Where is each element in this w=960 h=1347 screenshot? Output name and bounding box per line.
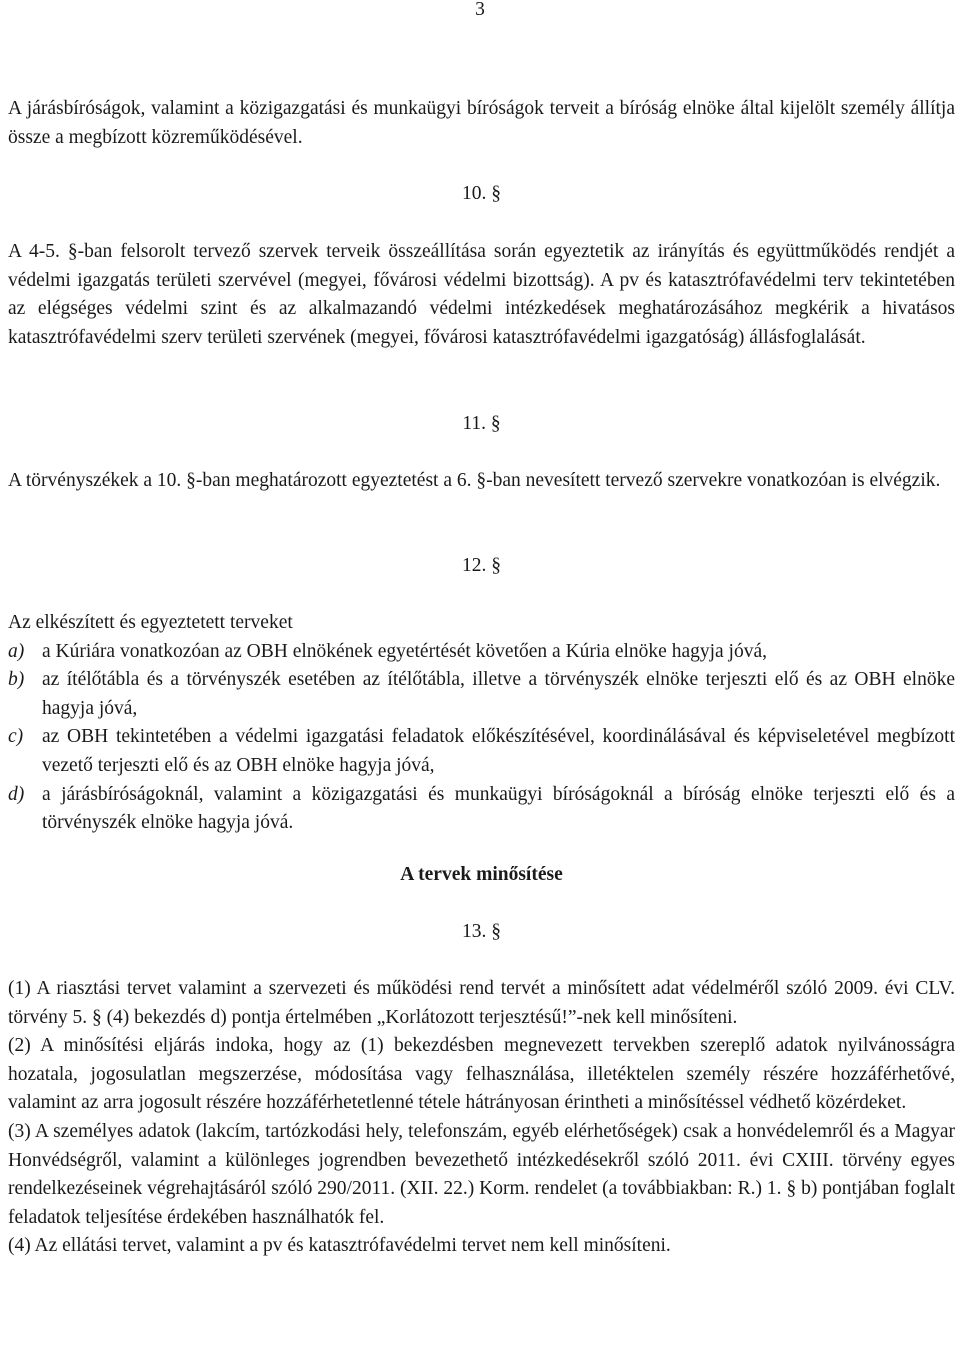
section-13-body [8,975,955,1261]
section-10-text: A 4-5. §-ban felsorolt tervező szervek terveik összeállítása során egyeztetik az irányítás és együttműködés rendjét a védelmi igazgatás területi szervével (megyei, fővárosi védelmi bizottság). A pv és katasztrófavédelmi terv tekintetében az elégséges védelmi szint és az alkalmazandó védelmi intézkedések meghatározásához megkérik a hivatásos katasztrófavédelmi szerv területi szervének (megyei, fővárosi katasztrófavédelmi igazgatóság) állásfoglalását. [8,241,955,348]
section-11-heading [8,410,955,439]
list-item [8,723,955,780]
section-title [8,861,955,890]
list-item [8,666,955,723]
section-13-paragraph: (1) A riasztási tervet valamint a szervezeti és működési rend tervét a minősített adat védelméről szóló 2009. évi CLV. törvény 5. § (4) bekezdés d) pontja értelmében „Korlátozott terjesztésű!”-nek kell minősíteni. [8,978,955,1028]
section-13-paragraph: (4) Az ellátási tervet, valamint a pv és katasztrófavédelmi tervet nem kell minősíteni. [8,1235,671,1257]
list-item-text: a Kúriára vonatkozóan az OBH elnökének egyetértését követően a Kúria elnöke hagyja jóvá, [42,640,767,662]
section-13-heading-text: 13. § [462,921,501,942]
section-13-paragraph: (2) A minősítési eljárás indoka, hogy az (1) bekezdésben megnevezett tervekben szereplő adatok nyilvánosságra hozatala, jogosulatlan megszerzése, módosítása vagy felhasználása, illetéktelen személy részére hozzáférhetővé, valamint az arra jogosult részére hozzáférhetetlenné tétele hátrányosan érintheti a minősítéssel védhető közérdeket. [8,1035,955,1114]
list-item-text: a járásbíróságoknál, valamint a közigazgatási és munkaügyi bíróságoknál a bíróság elnöke terjeszti elő és a törvényszék elnöke hagyja jóvá. [42,783,955,834]
list-item-text: az ítélőtábla és a törvényszék esetében az ítélőtábla, illetve a törvényszék elnöke terjeszti elő és az OBH elnöke hagyja jóvá, [42,669,955,719]
section-10-body [8,238,955,352]
list-item [8,781,955,838]
list-item-label: c) [8,726,24,748]
section-11-heading-text: 11. § [462,413,501,434]
section-12-heading-text: 12. § [462,555,501,576]
section-10-heading-text: 10. § [462,183,501,204]
list-item [8,638,955,667]
section-12-body [8,609,955,838]
page-number-text: 3 [475,0,485,20]
list-item-label: d) [8,783,25,805]
section-title-text: A tervek minősítése [400,864,563,885]
section-13-paragraph: (3) A személyes adatok (lakcím, tartózkodási hely, telefonszám, egyéb elérhetőségek) csak a honvédelemről és a Magyar Honvédségről, valamint a különleges jogrendben bevezethető intézkedésekről szóló 2011. évi CXIII. törvény egyes rendelkezéseinek végrehajtásáról szóló 290/2011. (XII. 22.) Korm. rendelet (a továbbiakban: R.) 1. § b) pontjában foglalt feladatok teljesítése érdekében használhatók fel. [8,1120,955,1228]
section-12-heading [8,552,955,581]
section-10-heading [8,180,955,209]
list-item-label: a) [8,640,25,662]
list-item-label: b) [8,669,25,691]
section-11-text: A törvényszékek a 10. §-ban meghatározott egyeztetést a 6. §-ban nevesített tervező szervekre vonatkozóan is elvégzik. [8,470,941,491]
section-13-heading [8,918,955,947]
list-item-text: az OBH tekintetében a védelmi igazgatási feladatok előkészítésével, koordinálásával és képviseletével megbízott vezető terjeszti elő és az OBH elnöke hagyja jóvá, [42,726,955,776]
intro-text: A járásbíróságok, valamint a közigazgatási és munkaügyi bíróságok terveit a bíróság elnöke által kijelölt személy állítja össze a megbízott közreműködésével. [8,98,955,148]
section-11-body [8,467,955,496]
intro-paragraph [8,95,955,152]
section-12-intro: Az elkészített és egyeztetett terveket [8,612,293,633]
